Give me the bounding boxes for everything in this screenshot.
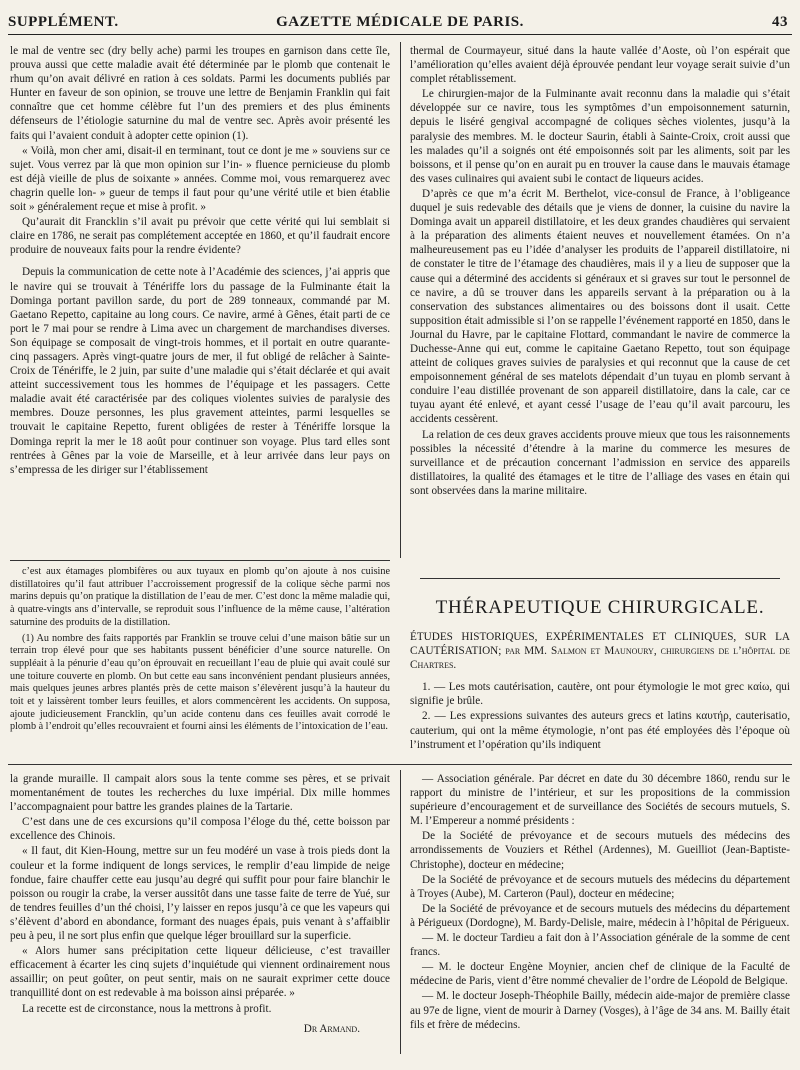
- paragraph: Qu’aurait dit Francklin s’il avait pu prévoir que cette vérité qui lui semblait si claire en 1786, ne serait pas complétement acceptée en 1860, et qu’il faudrait encore produire de nouveaux faits pour la rendre évidente?: [10, 216, 390, 257]
- column-separator: [400, 770, 401, 1054]
- therapeutique-section: [410, 590, 790, 752]
- paragraph: C’est dans une de ces excursions qu’il composa l’éloge du thé, cette boisson par excellence des Chinois.: [10, 816, 390, 843]
- news-item: — M. le docteur Tardieu a fait don à l’Association générale de la somme de cent francs.: [410, 932, 790, 959]
- page-number: 43: [772, 14, 788, 30]
- paragraph: La relation de ces deux graves accidents prouve mieux que tous les raisonnements possibles la nécessité d’étendre à la marine du commerce les mesures de surveillance et de précaution concernant l’admission en service des appareils distillatoires, la qualité des étamages et le titre de l’alliage des vases en étain qui sont observées dans la marine militaire.: [410, 428, 790, 497]
- bottom-left-column: [10, 772, 390, 1036]
- paragraph: Le chirurgien-major de la Fulminante avait reconnu dans la maladie qui s’était développée sur ce navire, tous les symptômes d’un empoisonnement saturnin, depuis le liséré gengival accompagné de coliques sèches violentes, jusqu’à la paralysie des membres. M. le docteur Saurin, établi à Sainte-Croix, croit aussi que les malades qu’il a soignés ont été empoisonnés soit par les aliments, soit par les boissons, et il pense qu’on en aurait pu en trouver la cause dans le mauvais étamage des vases culinaires qui avaient subi le contact de liqueurs acides.: [410, 88, 790, 185]
- news-item: De la Société de prévoyance et de secours mutuels des médecins des arrondissements de Vouziers et Réthel (Ardennes), M. Gueilliot (Jean-Baptiste-Christophe), docteur en médecine;: [410, 830, 790, 871]
- section-title: THÉRAPEUTIQUE CHIRURGICALE.: [435, 597, 765, 618]
- numbered-item: 1. — Les mots cautérisation, cautère, ont pour étymologie le mot grec καίω, qui signifie je brûle.: [410, 681, 790, 708]
- section-rule: [420, 578, 780, 579]
- section-subtitle: ÉTUDES HISTORIQUES, EXPÉRIMENTALES ET CLINIQUES, SUR LA CAUTÉRISATION; par MM. Salmon et Maunoury, chirurgiens de l’hôpital de Chartres.: [410, 631, 790, 672]
- news-item: — M. le docteur Joseph-Théophile Bailly, médecin aide-major de première classe au 97e de ligne, vient de mourir à Darney (Vosges), à l’âge de 34 ans. M. Bailly était fils et frère de médecins.: [410, 990, 790, 1031]
- news-item: De la Société de prévoyance et de secours mutuels des médecins du département à Périgueux (Dordogne), M. Bardy-Delisle, maire, médecin à l’hôpital de Périgueux.: [410, 902, 790, 929]
- bottom-right-column: [410, 772, 790, 1032]
- supplement-label: SUPPLÉMENT.: [8, 14, 119, 30]
- footnotes: [10, 566, 390, 734]
- paragraph: D’après ce que m’a écrit M. Berthelot, vice-consul de France, à l’obligeance duquel je suis redevable des détails que je viens de donner, la cuisine du navire la Dominga avait un appareil distillatoire, et les deux grandes chaudières qui servaient à la préparation des aliments étaient neuves et nouvellement étamées. On n’a malheureusement pas eu l’idée d’analyser les produits de l’appareil distillatoire, ni de constater le titre de l’étamage des chaudières, mais il y a lieu de supposer que la cause qui a déterminé des accidents si généraux et si graves sur tout le personnel de ce navire, a dû se trouver dans les appareils servant à la préparation ou à la conservation des substances alimentaires ou des boissons dont il usait. Cette supposition était admissible si l’on se rappelle l’événement rapporté en 1850, dans le Journal du Havre, par le capitaine Flottard, commandant le navire de commerce la Duchesse-Anne qui eut, comme le capitaine Gaetano Repetto, tout son équipage atteint de coliques graves suivies de paralysies et qui reconnut que la cause de cet empoisonnement général de ses matelots dépendait d’un tuyau en plomb servant à conduire l’eau distillée provenant de son appareil distillatoire, dans la cale, car ce tuyau ayant été enlevé, et ayant cessé l’usage de l’eau qu’il avait parcouru, les accidents cessèrent.: [410, 187, 790, 426]
- paragraph: le mal de ventre sec (dry belly ache) parmi les troupes en garnison dans cette île, prouva aussi que cette maladie avait été déterminée par le plomb que contenait le rhum qu’on avait délivré en ration à ces soldats. Parmi les documents publiés par Hunter en faveur de son opinion, se trouve une lettre de Benjamin Franklin qui fait connaître que cet homme célèbre fut l’un des premiers et des plus éminents défenseurs de l’étiologie saturnine du mal de ventre sec. Après avoir présenté les faits qui l’avaient conduit à adopter cette opinion (1).: [10, 45, 390, 142]
- news-item: — Association générale. Par décret en date du 30 décembre 1860, rendu sur le rapport du ministre de l’intérieur, et sur les propositions de la commission supérieure d’encouragement et de surveillance des Sociétés de secours mutuels, S. M. l’Empereur a nommé présidents :: [410, 773, 790, 828]
- author-signature: Dr Armand.: [303, 1022, 360, 1035]
- footnote: (1) Au nombre des faits rapportés par Franklin se trouve celui d’une maison bâtie sur un terrain trop élevé pour que ses habitants pussent bénéficier d’une source naturelle. On suppléait à la pénurie d’eau qu’on éprouvait en recueillant l’eau de pluie qui avait coulé sur une toiture couverte en plomb. On but cette eau sans inconvénient pendant plusieurs années, mais quelques jeunes arbres plantés près de cette maison s’élevèrent jusqu’à la hauteur du toit et y laissèrent tomber leurs feuilles, et alors commencèrent les accidents. On supposa, ajoute judicieusement Francklin, qu’un acide contenu dans ces feuilles avait corrodé le plomb à l’endroit qu’elles recouvraient et fourni ainsi les éléments de l’intoxication de l’eau.: [10, 632, 390, 733]
- news-item: — M. le docteur Engène Moynier, ancien chef de clinique de la Faculté de médecine de Paris, vient d’être nommé chevalier de l’ordre de Léopold de Belgique.: [410, 961, 790, 988]
- paragraph: La recette est de circonstance, nous la mettrons à profit.: [22, 1002, 272, 1015]
- news-item: De la Société de prévoyance et de secours mutuels des médecins du département à Troyes (Aube), M. Carteron (Paul), docteur en médecine;: [410, 873, 790, 900]
- paragraph: « Il faut, dit Kien-Houng, mettre sur un feu modéré un vase à trois pieds dont la couleur et la forme indiquent de longs services, le remplir d’eau limpide de neige fondue, faire chauffer cette eau jusqu’au degré qui suffit pour pour faire blanchir le poisson ou rougir la crabe, la verser aussitôt dans une tasse faite de terre de Yué, sur de tendres feuilles d’un thé choisi, l’y laisser en repos jusqu’à ce que les vapeurs qui s’élèvent d’abord en abondance, formant des nuages épais, puis venant à s’affaiblir peu à peu, il ne sort plus enfin que quelque léger brouillard sur la superficie.: [10, 845, 390, 943]
- paragraph: la grande muraille. Il campait alors sous la tente comme ses pères, et se privait momentanément de toutes les recherches du luxe impérial. Dix mille hommes l’accompagnaient pour battre les grandes plaines de la Tartarie.: [10, 773, 390, 814]
- paragraph: « Alors humer sans précipitation cette liqueur délicieuse, c’est travailler efficacement à écarter les cinq sujets d’inquiétude qui viennent ordinairement nous assaillir; on peut goûter, on peut sentir, mais on ne saurait exprimer cette douce tranquillité dont on est redevable à ma boisson ainsi préparée. »: [10, 945, 390, 1000]
- top-left-column: [10, 44, 390, 477]
- paragraph: Depuis la communication de cette note à l’Académie des sciences, j’ai appris que le navire qui se trouvait à Ténériffe lors du passage de la Fulminante était la Dominga portant pavillon sarde, du port de 289 tonneaux, commandé par M. Gaetano Repetto, capitaine au long cours. Ce navire, armé à Gênes, était parti de ce port le 7 mai pour se rendre à Lima avec un chargement de marchandises diverses. Son équipage se composait de vingt-trois hommes, et il portait en outre quarante-cinq passagers. Après vingt-quatre jours de mer, il fut obligé de relâcher à Sainte-Croix de Ténériffe, le 2 juin, par suite d’une maladie qui s’était déclarée et qui avait atteint successivement tous les hommes de l’équipage et les passagers. Cette maladie avait été caractérisée par des coliques violentes suivies de paralysie des membres. Douze personnes, les plus gravement atteintes, parmi lesquelles se trouvait le capitaine Repetto, furent obligées de rester à Ténériffe lorsque la Dominga reprit la mer le 18 août pour continuer son voyage. Plus tard elles sont rentrées à Gênes par la voie de Marseille, et à leur arrivée dans leur pays on s’empressa de les diriger sur l’établissement: [10, 266, 390, 476]
- column-separator: [400, 42, 401, 558]
- footnote-rule: [10, 560, 390, 561]
- page-header: [8, 10, 792, 35]
- top-right-column: [410, 44, 790, 498]
- numbered-item: 2. — Les expressions suivantes des auteurs grecs et latins καυτήρ, cauterisatio, cauterium, qui ont la même étymologie, n’ont pas été employées dès l’époque où l’instrument et l’opération qu’ils indiquent: [410, 710, 790, 751]
- paragraph: « Voilà, mon cher ami, disait-il en terminant, tout ce dont je me » souviens sur ce sujet. Vous verrez par là que mon opinion sur l’in- » fluence pernicieuse du plomb est déjà vieille de plus de soixante » années. Comme moi, vous remarquerez avec chagrin quelle lon- » gueur de temps il faut pour qu’une vérité utile et bien établie soit » généralement reçue et mise à profit. »: [10, 144, 390, 214]
- journal-title: GAZETTE MÉDICALE DE PARIS.: [276, 14, 524, 30]
- page-divider: [8, 764, 792, 765]
- footnote: c’est aux étamages plombifères ou aux tuyaux en plomb qu’on ajoute à nos cuisine distillatoires qu’il faut attribuer l’accroissement progressif de la colique sèche parmi nos marins depuis qu’on pratique la distillation de l’eau de mer. C’est donc la même maladie qui, à quatre-vingts ans d’intervalle, se reproduit sous l’influence de la même cause, l’altération saturnine des produits de la distillation.: [10, 566, 390, 628]
- paragraph: thermal de Courmayeur, situé dans la haute vallée d’Aoste, où l’on espérait que l’amélioration qu’elles avaient déjà éprouvée pendant leur voyage serait suivie d’un complet rétablissement.: [410, 45, 790, 86]
